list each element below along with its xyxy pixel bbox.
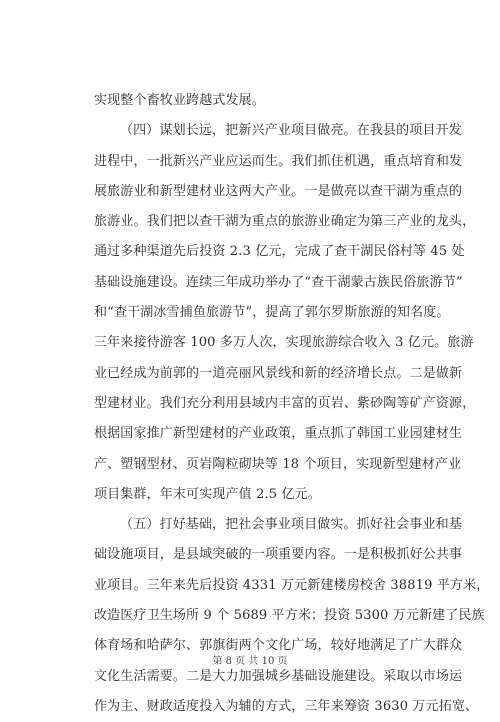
text-line: 展旅游业和新型建材业这两大产业。一是做亮以查干湖为重点的: [94, 183, 463, 199]
text-line: 三年来接待游客 100 多万人次，实现旅游综合收入 3 亿元。旅游: [94, 335, 474, 351]
text-line: 通过多种渠道先后投资 2.3 亿元，完成了查干湖民俗村等 45 处: [94, 244, 465, 260]
text-line: 旅游业。我们把以查干湖为重点的旅游业确定为第三产业的龙头，: [94, 214, 476, 230]
text-line: 和“查干湖冰雪捕鱼旅游节”，提高了郭尔罗斯旅游的知名度。: [94, 305, 450, 321]
text-line: 业项目。三年来先后投资 4331 万元新建楼房校舍 38819 平方米，: [94, 577, 490, 593]
text-line: 型建材业。我们充分利用县域内丰富的页岩、紫砂陶等矿产资源，: [94, 395, 476, 411]
text-line: 实现整个畜牧业跨越式发展。: [94, 93, 265, 108]
paragraph-start-line: （四）谋划长远，把新兴产业项目做亮。在我县的项目开发: [120, 123, 462, 139]
text-line: 文化生活需要。二是大力加强城乡基础设施建设。采取以市场运: [94, 668, 463, 684]
text-line: 业已经成为前郭的一道亮丽风景线和新的经济增长点。二是做新: [94, 365, 463, 381]
text-line: 根据国家推广新型建材的产业政策，重点抓了韩国工业园建材生: [94, 426, 463, 442]
paragraph-start-line: （五）打好基础，把社会事业项目做实。抓好社会事业和基: [120, 517, 462, 533]
text-line: 础设施项目，是县域突破的一项重要内容。一是积极抓好公共事: [94, 547, 463, 563]
text-line: 基础设施建设。连续三年成功举办了“查干湖蒙古族民俗旅游节”: [94, 274, 463, 290]
text-line: 项目集群，年末可实现产值 2.5 亿元。: [94, 486, 321, 502]
text-line: 改造医疗卫生场所 9 个 5689 平方米；投资 5300 万元新建了民族: [94, 608, 485, 624]
text-line: 进程中，一批新兴产业应运而生。我们抓住机遇，重点培育和发: [94, 153, 463, 169]
page-number-footer: 第 8 页 共 10 页: [212, 656, 288, 667]
text-line: 产、塑钢型材、页岩陶粒砌块等 18 个项目，实现新型建材产业: [94, 456, 462, 472]
text-line: 作为主、财政适度投入为辅的方式，三年来筹资 3630 万元拓宽、: [94, 698, 479, 714]
body-text: [94, 86, 490, 722]
text-line: 体育场和哈萨尔、郭旗街两个文化广场，较好地满足了广大群众: [94, 638, 463, 654]
